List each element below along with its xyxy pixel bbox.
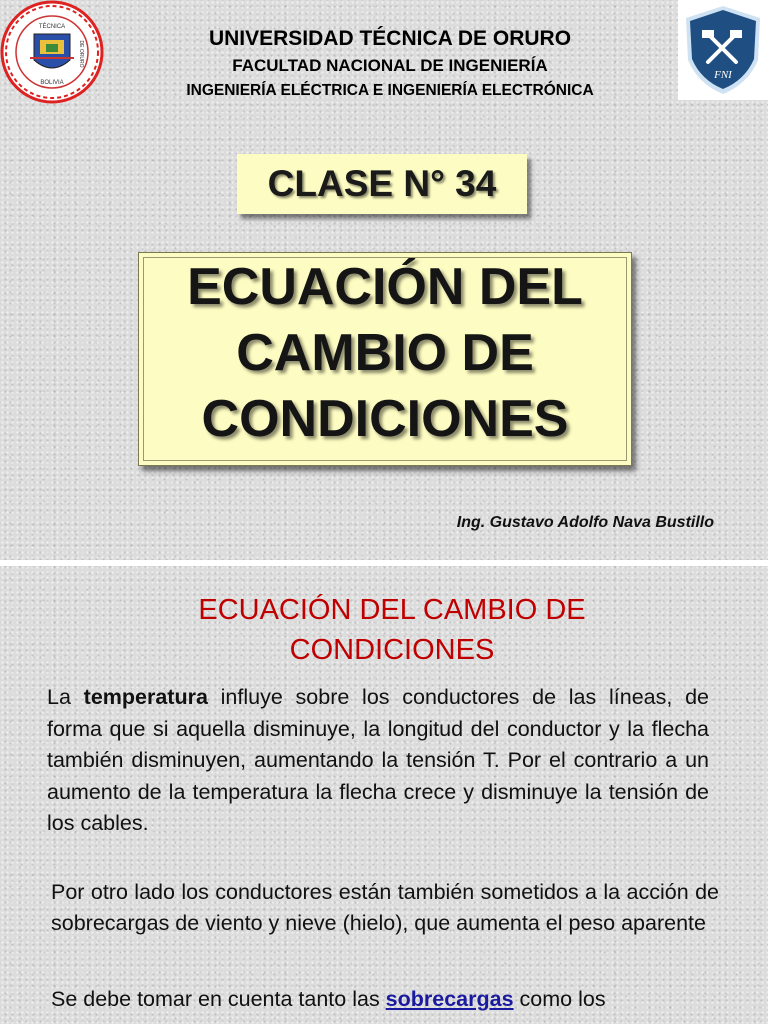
main-title-line-1: ECUACIÓN DEL (187, 258, 583, 316)
paragraph-text: Se debe tomar en cuenta tanto las (51, 987, 386, 1011)
main-title-line-3: CONDICIONES (201, 390, 569, 448)
class-number-box (237, 154, 527, 214)
link-sobrecargas[interactable]: sobrecargas (385, 987, 514, 1011)
university-name: UNIVERSIDAD TÉCNICA DE ORURO (208, 27, 572, 50)
section-title (80, 590, 704, 670)
paragraph-text: como los (513, 987, 606, 1011)
slide-content (0, 566, 768, 1024)
paragraph-text: La (47, 685, 84, 709)
main-title-box (138, 252, 632, 466)
fni-shield-logo (678, 0, 768, 100)
paragraph-consider (51, 983, 727, 1015)
department-name: INGENIERÍA ELÉCTRICA E INGENIERÍA ELECTRÓNICA (186, 82, 594, 99)
paragraph-text: influye sobre los conductores de las líneas, de forma que si aquella disminuye, la longitud del conductor y la flecha también disminuyen, aumentando la tensión T. Por el contrario a un aumento de la temperatura la flecha crece y disminuye la tensión de los cables. (47, 685, 709, 835)
faculty-name: FACULTAD NACIONAL DE INGENIERÍA (232, 56, 548, 75)
main-title-line-2: CAMBIO DE (236, 324, 534, 382)
svg-text:TÉCNICA: TÉCNICA (38, 24, 66, 30)
section-title-line-2: CONDICIONES (289, 634, 495, 666)
author-name: Ing. Gustavo Adolfo Nava Bustillo (456, 514, 714, 531)
university-seal-logo (0, 0, 104, 104)
class-number: CLASE N° 34 (267, 163, 497, 204)
section-title-line-1: ECUACIÓN DEL CAMBIO DE (198, 594, 586, 626)
paragraph-overloads: Por otro lado los conductores están también sometidos a la acción de sobrecargas de viento y nieve (hielo), que aumenta el peso aparente (51, 880, 719, 935)
keyword-temperatura: temperatura (83, 685, 208, 709)
svg-text:FNI: FNI (714, 69, 732, 81)
paragraph-temperature (47, 682, 709, 840)
svg-text:BOLIVIA: BOLIVIA (40, 80, 64, 86)
svg-text:DE ORURO: DE ORURO (78, 40, 84, 68)
